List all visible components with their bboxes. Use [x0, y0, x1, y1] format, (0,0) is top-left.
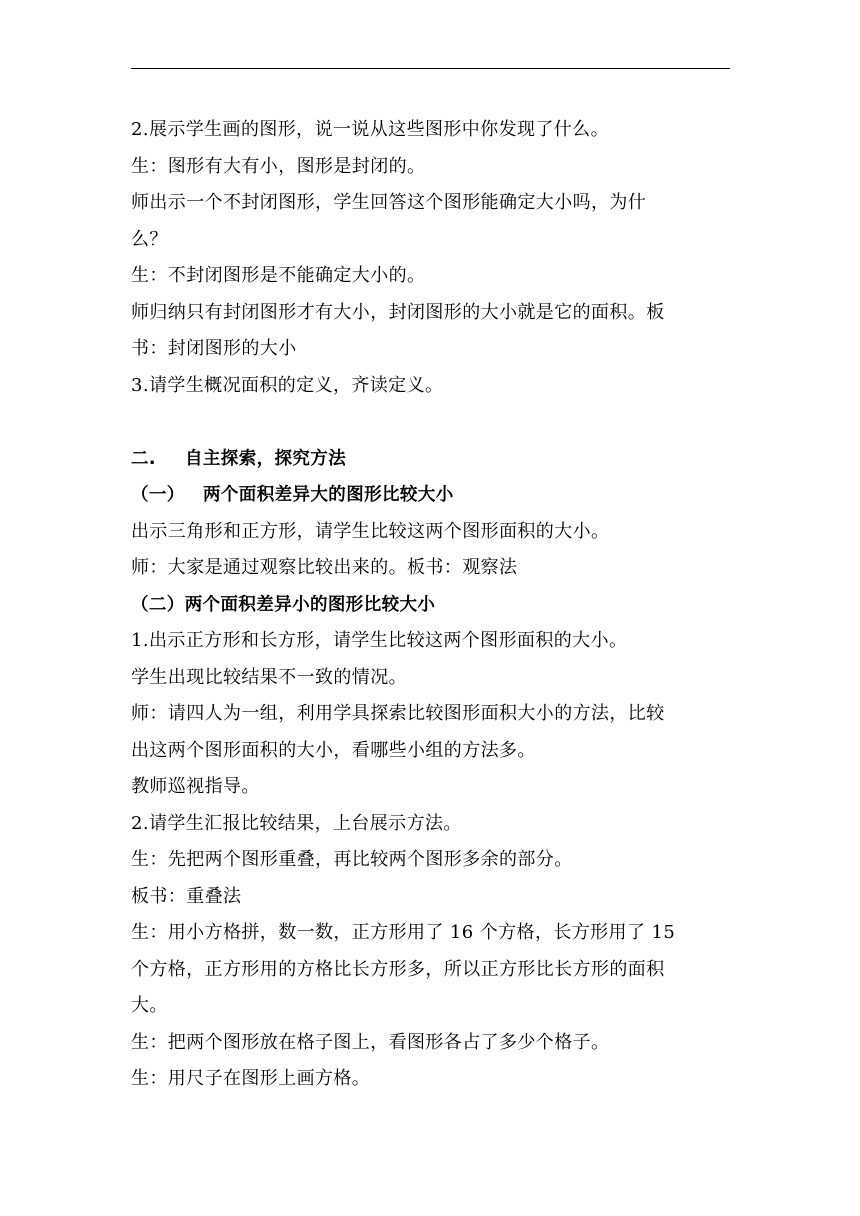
paragraph: 生：用小方格拼，数一数，正方形用了 16 个方格，长方形用了 15 [131, 922, 676, 943]
paragraph: 师归纳只有封闭图形才有大小，封闭图形的大小就是它的面积。板 [131, 301, 665, 323]
paragraph: 教师巡视指导。 [131, 776, 260, 797]
paragraph: 生：不封闭图形是不能确定大小的。 [131, 265, 426, 286]
paragraph: 师：请四人为一组，利用学具探索比较图形面积大小的方法，比较 [131, 703, 665, 724]
paragraph: 学生出现比较结果不一致的情况。 [131, 666, 407, 688]
document-body [131, 112, 727, 1098]
paragraph: 大。 [131, 995, 168, 1016]
paragraph: 出这两个图形面积的大小，看哪些小组的方法多。 [131, 739, 536, 761]
paragraph: 1.出示正方形和长方形，请学生比较这两个图形面积的大小。 [131, 630, 628, 651]
paragraph: 生：图形有大有小，图形是封闭的。 [131, 155, 426, 177]
subsection-heading: （二）两个面积差异小的图形比较大小 [131, 594, 436, 615]
paragraph: 2.请学生汇报比较结果，上台展示方法。 [131, 812, 462, 834]
paragraph: 板书：重叠法 [131, 885, 242, 907]
paragraph: 书：封闭图形的大小 [131, 338, 297, 359]
paragraph: 生：先把两个图形重叠，再比较两个图形多余的部分。 [131, 849, 573, 870]
paragraph: 生：把两个图形放在格子图上，看图形各占了多少个格子。 [131, 1031, 610, 1053]
paragraph: 3.请学生概况面积的定义，齐读定义。 [131, 374, 444, 396]
paragraph: 2.展示学生画的图形，说一说从这些图形中你发现了什么。 [131, 119, 609, 140]
section-number: 二. [131, 448, 156, 469]
header-rule [131, 68, 730, 69]
paragraph: 生：用尺子在图形上画方格。 [131, 1068, 371, 1089]
subsection-number: （一） [131, 485, 185, 505]
paragraph: 师出示一个不封闭图形，学生回答这个图形能确定大小吗，为什 [131, 192, 647, 213]
subsection-title: 两个面积差异大的图形比较大小 [203, 485, 454, 505]
section-heading [131, 441, 727, 478]
paragraph: 个方格，正方形用的方格比长方形多，所以正方形比长方形的面积 [131, 958, 665, 980]
paragraph: 出示三角形和正方形，请学生比较这两个图形面积的大小。 [131, 520, 610, 542]
paragraph: 师：大家是通过观察比较出来的。板书：观察法 [131, 557, 518, 578]
paragraph: 么？ [131, 228, 168, 250]
section-title: 自主探索，探究方法 [185, 448, 347, 469]
blank-line [131, 404, 727, 441]
subsection-heading [131, 477, 727, 514]
